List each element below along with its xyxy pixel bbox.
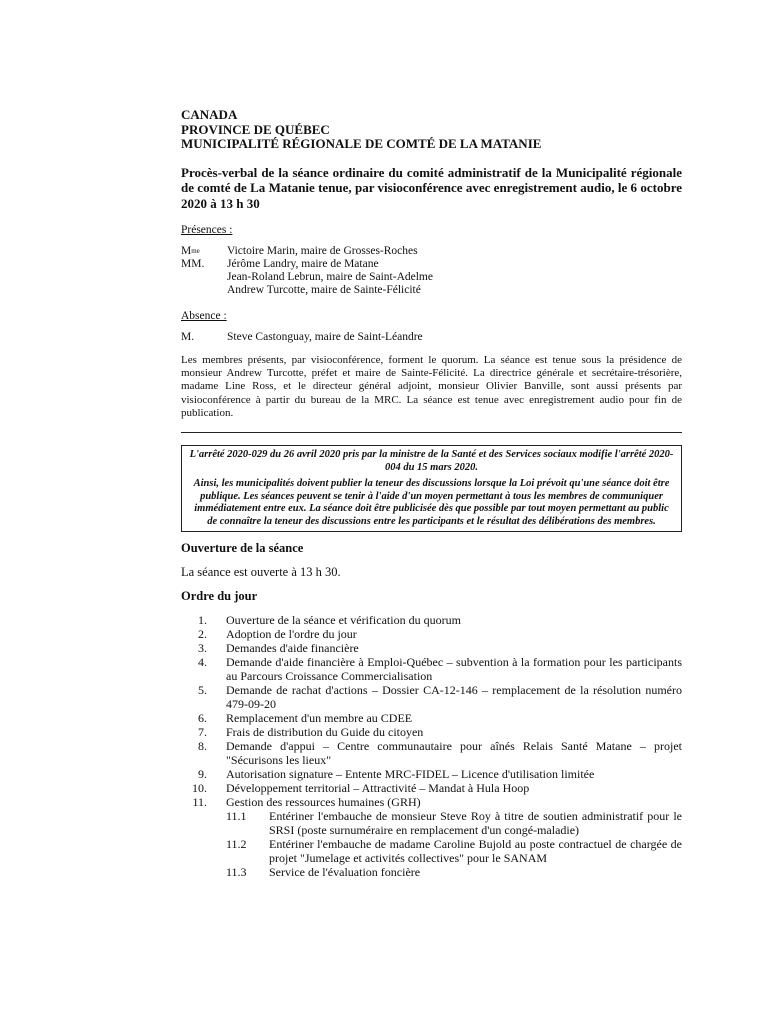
agenda-item: 9. Autorisation signature – Entente MRC-FIDEL – Licence d'utilisation limitée (198, 767, 595, 782)
header-municipality: MUNICIPALITÉ RÉGIONALE DE COMTÉ DE LA MATANIE (181, 136, 542, 151)
section-divider (181, 432, 682, 433)
document-page (181, 108, 682, 879)
agenda-item: 4. Demande d'aide financière à Emploi-Québec – subvention à la formation pour les participants au Parcours Croissance Commercialisation (198, 655, 682, 684)
agenda-subitem: 11.3 Service de l'évaluation foncière (226, 865, 421, 880)
presence-name: Andrew Turcotte, maire de Sainte-Félicité (227, 284, 421, 296)
agenda-item: 10. Développement territorial – Attractivité – Mandat à Hula Hoop (192, 781, 530, 796)
agenda-item: 8. Demande d'appui – Centre communautaire pour aînés Relais Santé Matane – projet "Sécurisons les lieux" (198, 739, 682, 768)
header-country: CANADA (181, 107, 238, 122)
agenda-subitem: 11.1 Entériner l'embauche de monsieur Steve Roy à titre de soutien administratif pour le SRSI (poste surnuméraire en remplacement d'un congé-maladie) (226, 809, 682, 838)
agenda-heading: Ordre du jour (181, 589, 258, 604)
agenda-item: 1. Ouverture de la séance et vérification du quorum (198, 613, 461, 628)
absence-list (181, 331, 682, 344)
absence-name: Steve Castonguay, maire de Saint-Léandre (227, 331, 423, 343)
agenda-subitems (226, 809, 682, 879)
agenda-item: 11. Gestion des ressources humaines (GRH) (192, 795, 421, 810)
presence-name: Jean-Roland Lebrun, maire de Saint-Adelme (227, 271, 433, 283)
notice-paragraph-2: Ainsi, les municipalités doivent publier la teneur des discussions lorsque la Loi prévoit qu'une séance doit être publique. Les séances peuvent se tenir à l'aide d'un moyen permettant à tous les membres de communiquer immédiatement entre eux. La séance doit être publicisée dès que possible par tout moyen permettant au public de connaître la teneur des discussions entre les participants et le résultat des délibérations des membres. (193, 478, 670, 527)
agenda-item: 3. Demandes d'aide financière (198, 641, 359, 656)
agenda-item: 2. Adoption de l'ordre du jour (198, 627, 357, 642)
presences-label: Présences : (181, 224, 233, 236)
presence-prefix: $M^{me}$ (181, 245, 200, 257)
presence-prefix (181, 284, 227, 297)
presence-name: Jérôme Landry, maire de Matane (227, 258, 379, 270)
quorum-paragraph: Les membres présents, par visioconférence, forment le quorum. La séance est tenue sous la présidence de monsieur Andrew Turcotte, préfet et maire de Sainte-Félicité. La directrice générale et secrétaire-trésorière, madame Line Ross, et le directeur général adjoint, monsieur Olivier Banville, sont aussi présents par visioconférence à partir du bureau de la MRC. La séance est tenue avec enregistrement audio pour fin de publication. (181, 354, 682, 419)
agenda-item: 6. Remplacement d'un membre au CDEE (198, 711, 413, 726)
absence-prefix: M. (181, 331, 195, 343)
absence-row (181, 331, 682, 344)
presence-prefix: MM. (181, 258, 205, 270)
presence-row (181, 258, 682, 271)
header-province: PROVINCE DE QUÉBEC (181, 121, 330, 137)
opening-text: La séance est ouverte à 13 h 30. (181, 565, 341, 580)
presence-row (181, 271, 682, 284)
document-title: Procès-verbal de la séance ordinaire du comité administratif de la Municipalité régionale de comté de La Matanie tenue, par visioconférence avec enregistrement audio, le 6 octobre 2020 à 13 h 30 (181, 164, 682, 211)
agenda-subitem: 11.2 Entériner l'embauche de madame Caroline Bujold au poste contractuel de chargée de projet "Jumelage et activités collectives" pour le SANAM (226, 837, 682, 866)
agenda-list (181, 613, 682, 879)
presence-row (181, 245, 682, 258)
opening-heading: Ouverture de la séance (181, 541, 304, 556)
agenda-item: 5. Demande de rachat d'actions – Dossier CA-12-146 – remplacement de la résolution numéro 479-09-20 (198, 683, 682, 712)
notice-paragraph-1: L'arrêté 2020-029 du 26 avril 2020 pris par la ministre de la Santé et des Services sociaux modifie l'arrêté 2020-004 du 15 mars 2020. (189, 449, 674, 473)
presence-prefix (181, 271, 227, 284)
agenda-item: 7. Frais de distribution du Guide du citoyen (198, 725, 424, 740)
document-header (181, 108, 682, 152)
presences-list (181, 245, 682, 297)
presence-row (181, 284, 682, 297)
notice-box (181, 445, 682, 532)
absence-label: Absence : (181, 310, 227, 322)
presence-name: Victoire Marin, maire de Grosses-Roches (227, 245, 418, 257)
